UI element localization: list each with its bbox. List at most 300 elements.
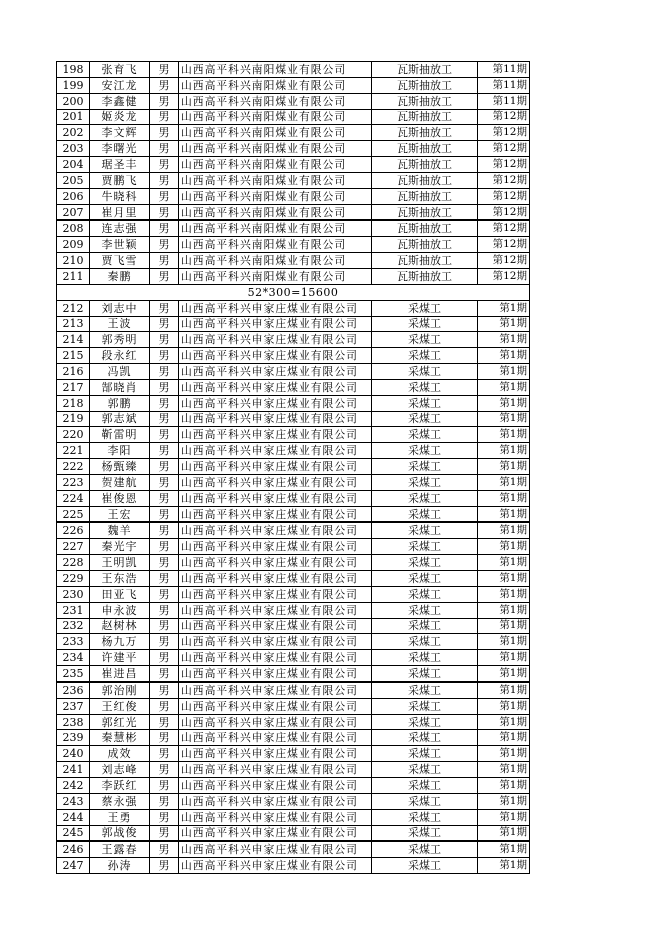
company-name: 山西高平科兴申家庄煤业有限公司: [179, 364, 372, 380]
gender-cell: 男: [150, 586, 179, 602]
gender-cell: 男: [150, 762, 179, 778]
table-row: [57, 474, 530, 490]
person-name: 王红俊: [90, 698, 150, 714]
job-title: 采煤工: [372, 618, 478, 634]
job-title: 采煤工: [372, 474, 478, 490]
table-row: [57, 237, 530, 253]
job-title: 采煤工: [372, 762, 478, 778]
gender-cell: 男: [150, 539, 179, 555]
table-row: [57, 364, 530, 380]
table-row: [57, 459, 530, 475]
person-name: 秦光宇: [90, 539, 150, 555]
training-period: 第1期: [478, 793, 530, 809]
job-title: 采煤工: [372, 666, 478, 682]
row-number: 230: [57, 586, 90, 602]
table-row: [57, 125, 530, 141]
table-row: [57, 825, 530, 841]
training-period: 第1期: [478, 825, 530, 841]
training-period: 第12期: [478, 204, 530, 220]
person-name: 郭红光: [90, 714, 150, 730]
training-period: 第1期: [478, 427, 530, 443]
person-name: 王勇: [90, 809, 150, 825]
person-name: 段永红: [90, 348, 150, 364]
gender-cell: 男: [150, 698, 179, 714]
row-number: 210: [57, 253, 90, 269]
row-number: 218: [57, 395, 90, 411]
table-row: [57, 427, 530, 443]
row-number: 237: [57, 698, 90, 714]
roster-table: [56, 61, 530, 874]
job-title: 采煤工: [372, 730, 478, 746]
row-number: 228: [57, 555, 90, 571]
job-title: 采煤工: [372, 586, 478, 602]
company-name: 山西高平科兴申家庄煤业有限公司: [179, 714, 372, 730]
person-name: 李世颖: [90, 237, 150, 253]
gender-cell: 男: [150, 157, 179, 173]
training-period: 第1期: [478, 459, 530, 475]
company-name: 山西高平科兴南阳煤业有限公司: [179, 188, 372, 204]
company-name: 山西高平科兴申家庄煤业有限公司: [179, 666, 372, 682]
training-period: 第1期: [478, 571, 530, 587]
gender-cell: 男: [150, 300, 179, 316]
gender-cell: 男: [150, 650, 179, 666]
company-name: 山西高平科兴申家庄煤业有限公司: [179, 730, 372, 746]
person-name: 赵树林: [90, 618, 150, 634]
table-row: [57, 618, 530, 634]
gender-cell: 男: [150, 379, 179, 395]
job-title: 采煤工: [372, 411, 478, 427]
gender-cell: 男: [150, 316, 179, 332]
job-title: 采煤工: [372, 714, 478, 730]
job-title: 采煤工: [372, 506, 478, 522]
training-period: 第1期: [478, 411, 530, 427]
table-row: [57, 714, 530, 730]
table-row: [57, 220, 530, 236]
table-row: [57, 141, 530, 157]
row-number: 245: [57, 825, 90, 841]
table-row: [57, 666, 530, 682]
gender-cell: 男: [150, 602, 179, 618]
training-period: 第1期: [478, 348, 530, 364]
gender-cell: 男: [150, 618, 179, 634]
table-row: [57, 858, 530, 874]
person-name: 郭鹏: [90, 395, 150, 411]
row-number: 223: [57, 474, 90, 490]
table-row: [57, 634, 530, 650]
table-row: [57, 268, 530, 284]
job-title: 采煤工: [372, 427, 478, 443]
table-row: [57, 555, 530, 571]
job-title: 瓦斯抽放工: [372, 141, 478, 157]
row-number: 234: [57, 650, 90, 666]
row-number: 233: [57, 634, 90, 650]
row-number: 238: [57, 714, 90, 730]
person-name: 靳雷明: [90, 427, 150, 443]
table-row: [57, 253, 530, 269]
row-number: 221: [57, 443, 90, 459]
person-name: 李跃红: [90, 777, 150, 793]
person-name: 王东浩: [90, 571, 150, 587]
gender-cell: 男: [150, 714, 179, 730]
company-name: 山西高平科兴南阳煤业有限公司: [179, 253, 372, 269]
person-name: 崔进昌: [90, 666, 150, 682]
training-period: 第12期: [478, 237, 530, 253]
company-name: 山西高平科兴申家庄煤业有限公司: [179, 809, 372, 825]
person-name: 崔俊恩: [90, 490, 150, 506]
company-name: 山西高平科兴申家庄煤业有限公司: [179, 858, 372, 874]
summary-row: [57, 284, 530, 300]
training-period: 第12期: [478, 268, 530, 284]
row-number: 198: [57, 62, 90, 78]
gender-cell: 男: [150, 666, 179, 682]
job-title: 采煤工: [372, 300, 478, 316]
row-number: 232: [57, 618, 90, 634]
company-name: 山西高平科兴南阳煤业有限公司: [179, 237, 372, 253]
gender-cell: 男: [150, 141, 179, 157]
training-period: 第1期: [478, 586, 530, 602]
job-title: 瓦斯抽放工: [372, 93, 478, 109]
job-title: 采煤工: [372, 316, 478, 332]
table-row: [57, 172, 530, 188]
person-name: 李鑫健: [90, 93, 150, 109]
company-name: 山西高平科兴南阳煤业有限公司: [179, 157, 372, 173]
company-name: 山西高平科兴申家庄煤业有限公司: [179, 474, 372, 490]
person-name: 孙涛: [90, 858, 150, 874]
company-name: 山西高平科兴申家庄煤业有限公司: [179, 395, 372, 411]
person-name: 崔月里: [90, 204, 150, 220]
job-title: 瓦斯抽放工: [372, 109, 478, 125]
person-name: 李曙光: [90, 141, 150, 157]
training-period: 第11期: [478, 93, 530, 109]
company-name: 山西高平科兴申家庄煤业有限公司: [179, 571, 372, 587]
row-number: 239: [57, 730, 90, 746]
company-name: 山西高平科兴申家庄煤业有限公司: [179, 793, 372, 809]
job-title: 采煤工: [372, 459, 478, 475]
table-row: [57, 93, 530, 109]
training-period: 第12期: [478, 141, 530, 157]
company-name: 山西高平科兴申家庄煤业有限公司: [179, 586, 372, 602]
company-name: 山西高平科兴申家庄煤业有限公司: [179, 411, 372, 427]
company-name: 山西高平科兴申家庄煤业有限公司: [179, 427, 372, 443]
person-name: 张育飞: [90, 62, 150, 78]
person-name: 蔡永强: [90, 793, 150, 809]
row-number: 214: [57, 332, 90, 348]
table-row: [57, 506, 530, 522]
person-name: 秦鹏: [90, 268, 150, 284]
table-row: [57, 793, 530, 809]
table-row: [57, 300, 530, 316]
training-period: 第1期: [478, 762, 530, 778]
table-row: [57, 650, 530, 666]
company-name: 山西高平科兴申家庄煤业有限公司: [179, 506, 372, 522]
training-period: 第1期: [478, 316, 530, 332]
person-name: 王明凯: [90, 555, 150, 571]
table-row: [57, 571, 530, 587]
row-number: 222: [57, 459, 90, 475]
gender-cell: 男: [150, 555, 179, 571]
company-name: 山西高平科兴申家庄煤业有限公司: [179, 522, 372, 538]
table-row: [57, 762, 530, 778]
table-row: [57, 586, 530, 602]
gender-cell: 男: [150, 172, 179, 188]
row-number: 220: [57, 427, 90, 443]
job-title: 瓦斯抽放工: [372, 62, 478, 78]
row-number: 202: [57, 125, 90, 141]
job-title: 瓦斯抽放工: [372, 253, 478, 269]
table-row: [57, 379, 530, 395]
job-title: 采煤工: [372, 793, 478, 809]
row-number: 213: [57, 316, 90, 332]
table-row: [57, 602, 530, 618]
row-number: 243: [57, 793, 90, 809]
training-period: 第1期: [478, 714, 530, 730]
company-name: 山西高平科兴申家庄煤业有限公司: [179, 490, 372, 506]
gender-cell: 男: [150, 109, 179, 125]
table-row: [57, 395, 530, 411]
gender-cell: 男: [150, 730, 179, 746]
job-title: 瓦斯抽放工: [372, 172, 478, 188]
company-name: 山西高平科兴南阳煤业有限公司: [179, 220, 372, 236]
table-row: [57, 188, 530, 204]
person-name: 魏羊: [90, 522, 150, 538]
training-period: 第1期: [478, 650, 530, 666]
job-title: 瓦斯抽放工: [372, 237, 478, 253]
training-period: 第1期: [478, 300, 530, 316]
gender-cell: 男: [150, 364, 179, 380]
row-number: 211: [57, 268, 90, 284]
row-number: 217: [57, 379, 90, 395]
job-title: 采煤工: [372, 634, 478, 650]
training-period: 第1期: [478, 618, 530, 634]
row-number: 231: [57, 602, 90, 618]
job-title: 采煤工: [372, 698, 478, 714]
training-period: 第1期: [478, 506, 530, 522]
gender-cell: 男: [150, 809, 179, 825]
job-title: 采煤工: [372, 332, 478, 348]
row-number: 241: [57, 762, 90, 778]
gender-cell: 男: [150, 253, 179, 269]
row-number: 207: [57, 204, 90, 220]
table-row: [57, 841, 530, 857]
gender-cell: 男: [150, 93, 179, 109]
job-title: 瓦斯抽放工: [372, 77, 478, 93]
training-period: 第12期: [478, 253, 530, 269]
company-name: 山西高平科兴申家庄煤业有限公司: [179, 698, 372, 714]
job-title: 采煤工: [372, 746, 478, 762]
person-name: 郭治刚: [90, 682, 150, 698]
training-period: 第11期: [478, 62, 530, 78]
job-title: 采煤工: [372, 443, 478, 459]
job-title: 瓦斯抽放工: [372, 125, 478, 141]
person-name: 成效: [90, 746, 150, 762]
job-title: 瓦斯抽放工: [372, 268, 478, 284]
company-name: 山西高平科兴南阳煤业有限公司: [179, 77, 372, 93]
training-period: 第1期: [478, 746, 530, 762]
row-number: 242: [57, 777, 90, 793]
roster-body: [57, 62, 530, 874]
job-title: 瓦斯抽放工: [372, 220, 478, 236]
person-name: 琚圣丰: [90, 157, 150, 173]
row-number: 226: [57, 522, 90, 538]
gender-cell: 男: [150, 841, 179, 857]
gender-cell: 男: [150, 777, 179, 793]
company-name: 山西高平科兴申家庄煤业有限公司: [179, 777, 372, 793]
company-name: 山西高平科兴南阳煤业有限公司: [179, 93, 372, 109]
job-title: 采煤工: [372, 490, 478, 506]
company-name: 山西高平科兴申家庄煤业有限公司: [179, 443, 372, 459]
company-name: 山西高平科兴申家庄煤业有限公司: [179, 825, 372, 841]
training-period: 第1期: [478, 443, 530, 459]
person-name: 杨九万: [90, 634, 150, 650]
person-name: 贾鹏飞: [90, 172, 150, 188]
table-row: [57, 62, 530, 78]
gender-cell: 男: [150, 443, 179, 459]
job-title: 瓦斯抽放工: [372, 188, 478, 204]
person-name: 王波: [90, 316, 150, 332]
person-name: 田亚飞: [90, 586, 150, 602]
job-title: 采煤工: [372, 858, 478, 874]
table-row: [57, 777, 530, 793]
gender-cell: 男: [150, 348, 179, 364]
table-row: [57, 316, 530, 332]
job-title: 瓦斯抽放工: [372, 204, 478, 220]
company-name: 山西高平科兴申家庄煤业有限公司: [179, 555, 372, 571]
person-name: 冯凯: [90, 364, 150, 380]
gender-cell: 男: [150, 571, 179, 587]
training-period: 第1期: [478, 555, 530, 571]
training-period: 第1期: [478, 490, 530, 506]
table-row: [57, 730, 530, 746]
job-title: 采煤工: [372, 348, 478, 364]
company-name: 山西高平科兴申家庄煤业有限公司: [179, 379, 372, 395]
row-number: 212: [57, 300, 90, 316]
training-period: 第11期: [478, 77, 530, 93]
company-name: 山西高平科兴南阳煤业有限公司: [179, 268, 372, 284]
training-period: 第1期: [478, 522, 530, 538]
company-name: 山西高平科兴南阳煤业有限公司: [179, 204, 372, 220]
table-row: [57, 443, 530, 459]
table-row: [57, 809, 530, 825]
job-title: 采煤工: [372, 650, 478, 666]
job-title: 采煤工: [372, 379, 478, 395]
company-name: 山西高平科兴申家庄煤业有限公司: [179, 316, 372, 332]
gender-cell: 男: [150, 474, 179, 490]
gender-cell: 男: [150, 634, 179, 650]
person-name: 刘志中: [90, 300, 150, 316]
row-number: 200: [57, 93, 90, 109]
job-title: 采煤工: [372, 555, 478, 571]
row-number: 225: [57, 506, 90, 522]
person-name: 连志强: [90, 220, 150, 236]
person-name: 申永波: [90, 602, 150, 618]
job-title: 瓦斯抽放工: [372, 157, 478, 173]
gender-cell: 男: [150, 682, 179, 698]
company-name: 山西高平科兴申家庄煤业有限公司: [179, 539, 372, 555]
person-name: 李阳: [90, 443, 150, 459]
gender-cell: 男: [150, 427, 179, 443]
table-row: [57, 746, 530, 762]
job-title: 采煤工: [372, 539, 478, 555]
gender-cell: 男: [150, 522, 179, 538]
company-name: 山西高平科兴申家庄煤业有限公司: [179, 602, 372, 618]
person-name: 姬炎龙: [90, 109, 150, 125]
job-title: 采煤工: [372, 602, 478, 618]
row-number: 215: [57, 348, 90, 364]
company-name: 山西高平科兴申家庄煤业有限公司: [179, 459, 372, 475]
training-period: 第1期: [478, 809, 530, 825]
person-name: 郭战俊: [90, 825, 150, 841]
table-row: [57, 490, 530, 506]
person-name: 郜晓肖: [90, 379, 150, 395]
gender-cell: 男: [150, 237, 179, 253]
table-row: [57, 522, 530, 538]
gender-cell: 男: [150, 125, 179, 141]
gender-cell: 男: [150, 490, 179, 506]
person-name: 贺建航: [90, 474, 150, 490]
table-row: [57, 157, 530, 173]
row-number: 240: [57, 746, 90, 762]
table-row: [57, 204, 530, 220]
company-name: 山西高平科兴申家庄煤业有限公司: [179, 634, 372, 650]
job-title: 采煤工: [372, 682, 478, 698]
training-period: 第1期: [478, 364, 530, 380]
company-name: 山西高平科兴南阳煤业有限公司: [179, 172, 372, 188]
gender-cell: 男: [150, 204, 179, 220]
training-period: 第1期: [478, 539, 530, 555]
table-row: [57, 332, 530, 348]
row-number: 205: [57, 172, 90, 188]
training-period: 第1期: [478, 666, 530, 682]
person-name: 郭秀明: [90, 332, 150, 348]
person-name: 秦慧彬: [90, 730, 150, 746]
training-period: 第12期: [478, 109, 530, 125]
person-name: 杨甄臻: [90, 459, 150, 475]
job-title: 采煤工: [372, 809, 478, 825]
person-name: 刘志峰: [90, 762, 150, 778]
row-number: 229: [57, 571, 90, 587]
row-number: 206: [57, 188, 90, 204]
company-name: 山西高平科兴南阳煤业有限公司: [179, 109, 372, 125]
person-name: 李文辉: [90, 125, 150, 141]
training-period: 第1期: [478, 698, 530, 714]
row-number: 208: [57, 220, 90, 236]
job-title: 采煤工: [372, 841, 478, 857]
job-title: 采煤工: [372, 825, 478, 841]
training-period: 第1期: [478, 634, 530, 650]
table-row: [57, 109, 530, 125]
company-name: 山西高平科兴申家庄煤业有限公司: [179, 618, 372, 634]
summary-formula: 52*300=15600: [57, 284, 530, 300]
table-row: [57, 698, 530, 714]
company-name: 山西高平科兴南阳煤业有限公司: [179, 141, 372, 157]
company-name: 山西高平科兴申家庄煤业有限公司: [179, 762, 372, 778]
company-name: 山西高平科兴申家庄煤业有限公司: [179, 746, 372, 762]
row-number: 244: [57, 809, 90, 825]
gender-cell: 男: [150, 332, 179, 348]
row-number: 216: [57, 364, 90, 380]
training-period: 第1期: [478, 682, 530, 698]
training-period: 第1期: [478, 858, 530, 874]
gender-cell: 男: [150, 188, 179, 204]
row-number: 236: [57, 682, 90, 698]
gender-cell: 男: [150, 268, 179, 284]
gender-cell: 男: [150, 459, 179, 475]
table-row: [57, 682, 530, 698]
company-name: 山西高平科兴申家庄煤业有限公司: [179, 348, 372, 364]
company-name: 山西高平科兴申家庄煤业有限公司: [179, 300, 372, 316]
gender-cell: 男: [150, 62, 179, 78]
gender-cell: 男: [150, 793, 179, 809]
